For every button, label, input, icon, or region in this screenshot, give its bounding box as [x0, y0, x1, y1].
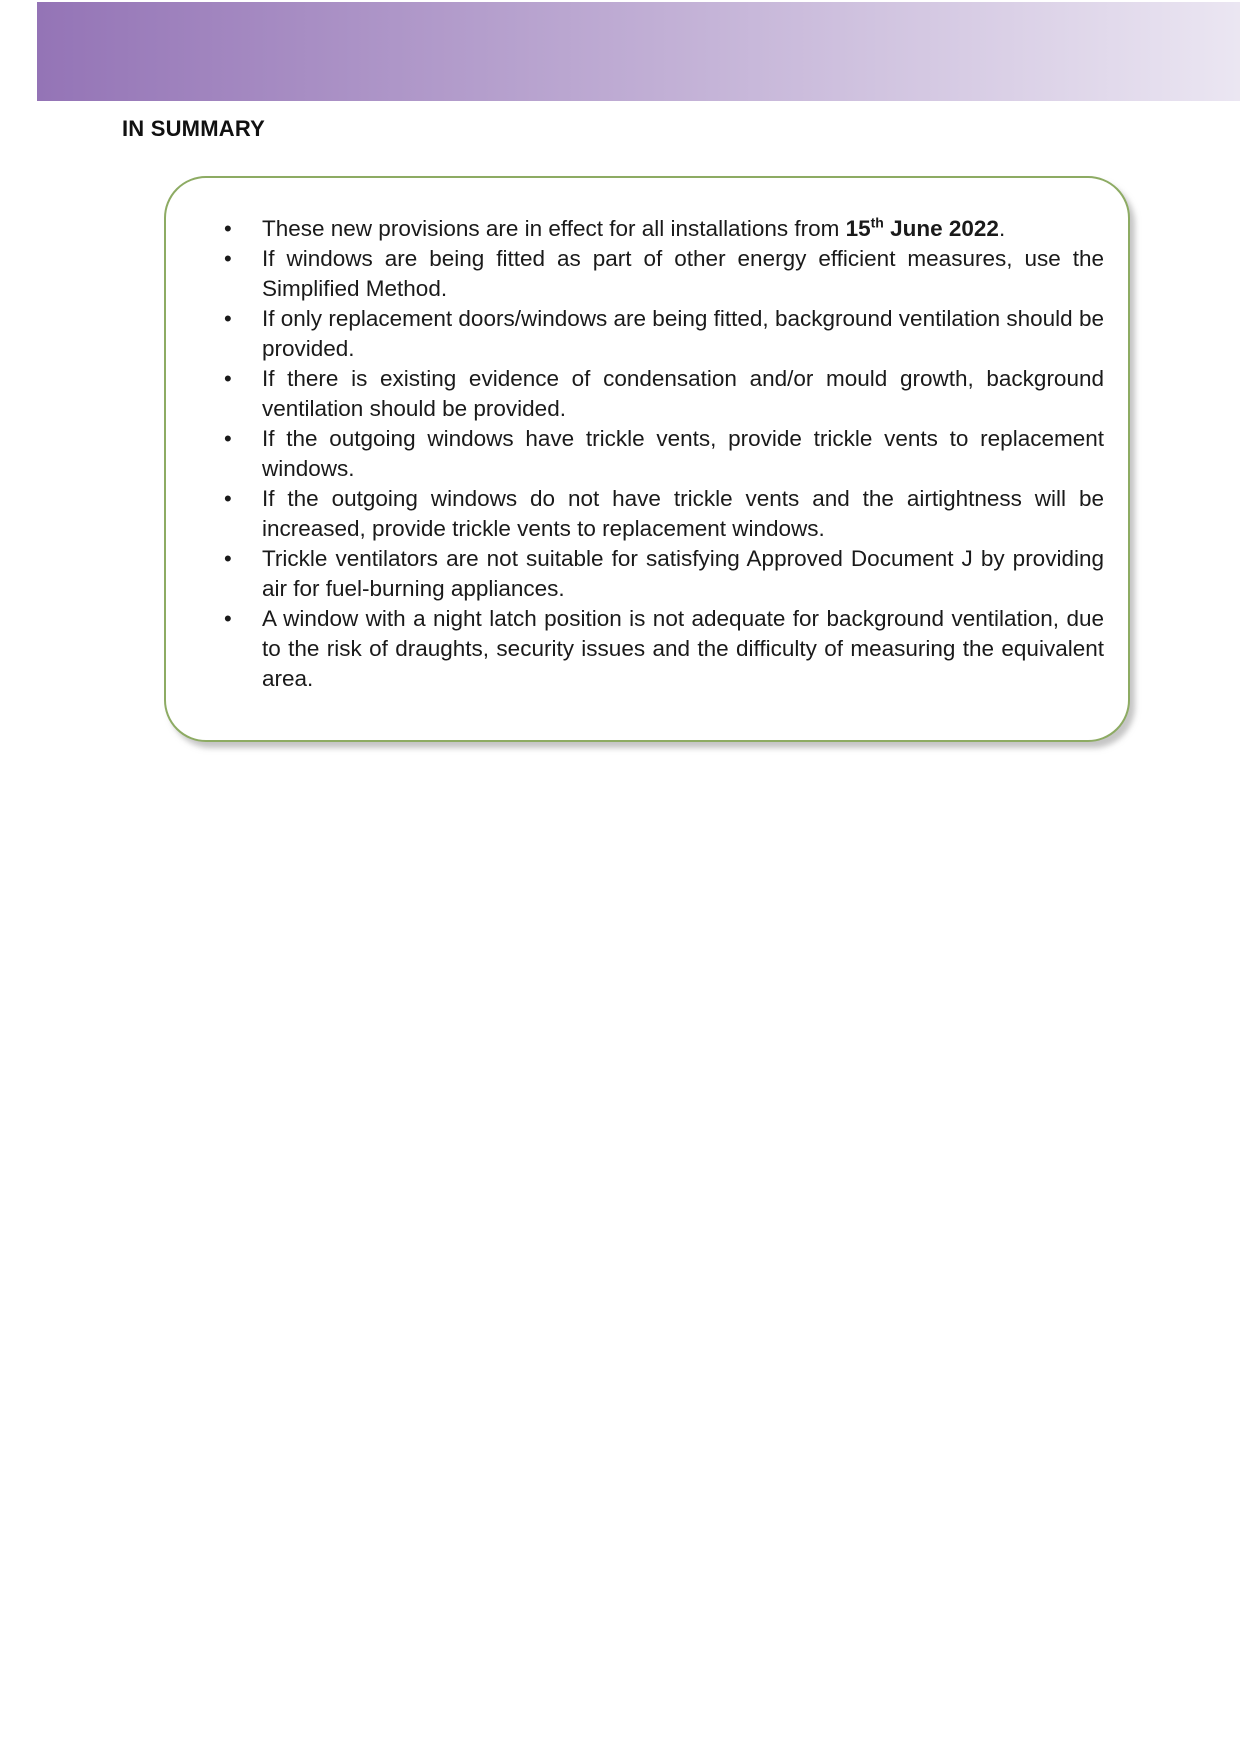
- summary-item-text: If the outgoing windows do not have trickle vents and the airtightness will be increased, provide trickle vents to replacement windows.: [262, 486, 1104, 541]
- summary-item: [224, 544, 1104, 604]
- summary-item-text-before: These new provisions are in effect for all installations from: [262, 216, 846, 241]
- summary-item: [224, 484, 1104, 544]
- section-heading: IN SUMMARY: [122, 116, 265, 141]
- effective-date-rest: June 2022: [883, 216, 999, 241]
- summary-item-text: If only replacement doors/windows are being fitted, background ventilation should be provided.: [262, 306, 1104, 361]
- bullet-icon: •: [224, 486, 232, 511]
- summary-item-text: If windows are being fitted as part of other energy efficient measures, use the Simplified Method.: [262, 246, 1104, 301]
- effective-date-day: 15: [845, 216, 871, 241]
- summary-item-text: A window with a night latch position is not adequate for background ventilation, due to the risk of draughts, security issues and the difficulty of measuring the equivalent area.: [262, 606, 1104, 691]
- summary-item: [224, 214, 1104, 244]
- bullet-icon: •: [224, 306, 232, 331]
- bullet-icon: •: [224, 246, 232, 271]
- summary-item: [224, 364, 1104, 424]
- header-banner: [37, 2, 1240, 101]
- bullet-icon: •: [224, 606, 232, 631]
- bullet-icon: •: [224, 216, 232, 241]
- summary-item-text: [262, 216, 1005, 241]
- effective-date: [846, 216, 999, 241]
- summary-item-text: If the outgoing windows have trickle vents, provide trickle vents to replacement windows.: [262, 426, 1104, 481]
- bullet-icon: •: [224, 426, 232, 451]
- summary-item: [224, 244, 1104, 304]
- summary-item-text-after: .: [998, 216, 1006, 241]
- effective-date-suffix: th: [870, 214, 884, 231]
- summary-item: [224, 424, 1104, 484]
- summary-item: [224, 304, 1104, 364]
- summary-item: [224, 604, 1104, 694]
- bullet-icon: •: [224, 546, 232, 571]
- summary-list: [224, 214, 1104, 694]
- summary-box: [164, 176, 1130, 742]
- summary-item-text: Trickle ventilators are not suitable for satisfying Approved Document J by providing air for fuel-burning appliances.: [262, 546, 1104, 601]
- bullet-icon: •: [224, 366, 232, 391]
- summary-item-text: If there is existing evidence of condensation and/or mould growth, background ventilation should be provided.: [262, 366, 1104, 421]
